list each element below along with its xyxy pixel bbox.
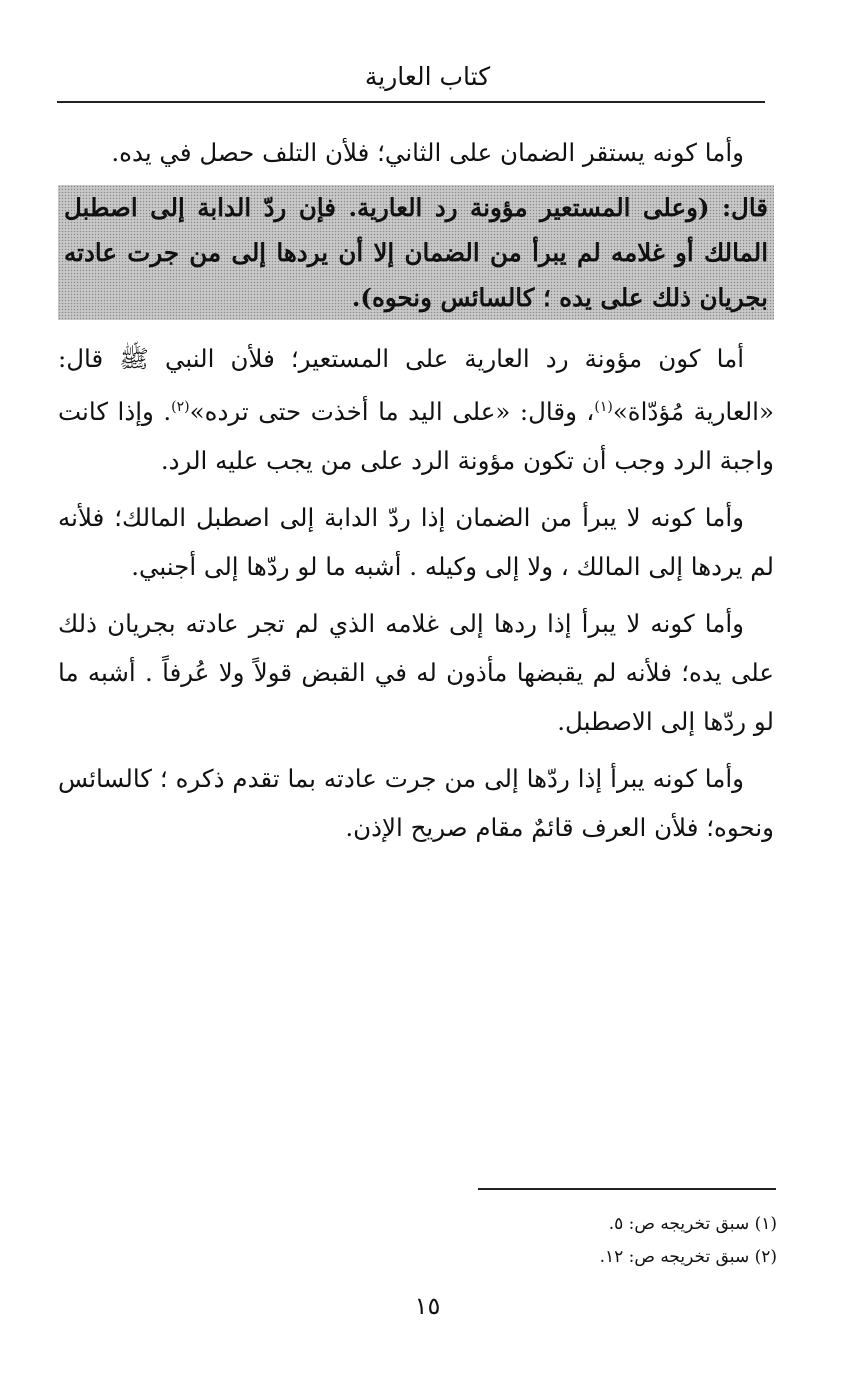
paragraph-1: وأما كونه يستقر الضمان على الثاني؛ فلأن التلف حصل في يده. [111,138,744,167]
page-number: ١٥ [414,1292,441,1320]
footnote-divider [478,1188,776,1190]
running-header-title: كتاب العارية [364,62,491,91]
paragraph-5: وأما كونه يبرأ إذا ردّها إلى من جرت عادته بما تقدم ذكره ؛ كالسائس ونحوه؛ فلأن العرف قائمٌ مقام صريح الإذن. [58,764,774,843]
footnote-1: (١) سبق تخريجه ص: ٥. [608,1214,777,1234]
paragraph-3: وأما كونه لا يبرأ من الضمان إذا ردّ الدابة إلى اصطبل المالك؛ فلأنه لم يردها إلى المالك ، ولا إلى وكيله . أشبه ما لو ردّها إلى أجنبي. [58,503,774,582]
paragraph-2-part-2: ، وقال: «على اليد ما أخذت حتى ترده» [189,397,595,427]
highlighted-matn-block: قال: (وعلى المستعير مؤونة رد العارية. فإن ردّ الدابة إلى اصطبل المالك أو غلامه لم يبرأ من الضمان إلا أن يردها إلى من جرت عادته بجريان ذلك على يده ؛ كالسائس ونحوه). [58,185,774,320]
paragraph-2-part-3: . وإذا كانت واجبة الرد وجب أن تكون مؤونة الرد على من يجب عليه الرد. [58,397,774,476]
header-divider [57,101,765,103]
footnote-2: (٢) سبق تخريجه ص: ١٢. [599,1247,777,1267]
paragraph-2 [58,334,774,485]
paragraph-4: وأما كونه لا يبرأ إذا ردها إلى غلامه الذي لم تجر عادته بجريان ذلك على يده؛ فلأنه لم يقبضها مأذون له في القبض قولاً ولا عُرفاً . أشبه ما لو ردّها إلى الاصطبل. [58,609,774,737]
footnote-marker-2: (٢) [171,399,190,415]
page-body [58,128,774,860]
footnote-marker-1: (١) [594,399,613,415]
footnotes [377,1208,777,1274]
paragraph-2-part-1: أما كون مؤونة رد العارية على المستعير؛ فلأن النبي ﷺ قال: «العارية مُؤدّاة» [58,344,774,427]
